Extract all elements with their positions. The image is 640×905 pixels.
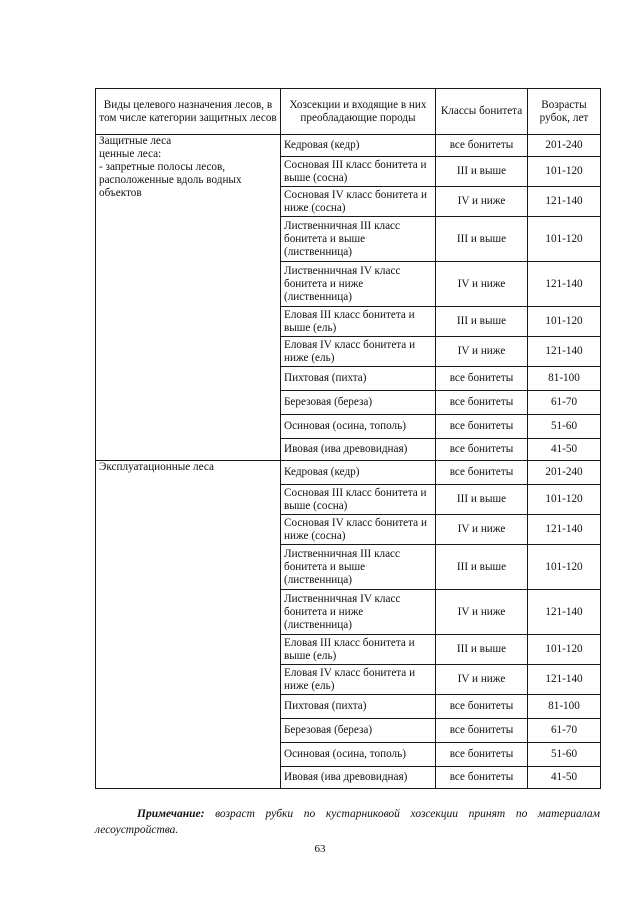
table-header <box>96 89 601 135</box>
class-cell: IV и ниже <box>436 187 528 217</box>
header-section: Хозсекции и входящие в них преобладающие породы <box>281 89 436 135</box>
age-cell: 121-140 <box>528 515 601 545</box>
age-cell: 61-70 <box>528 391 601 415</box>
age-cell: 201-240 <box>528 461 601 485</box>
class-cell: III и выше <box>436 217 528 262</box>
section-cell: Ивовая (ива древовидная) <box>281 439 436 461</box>
class-cell: IV и ниже <box>436 515 528 545</box>
age-cell: 101-120 <box>528 157 601 187</box>
section-cell: Березовая (береза) <box>281 391 436 415</box>
class-cell: все бонитеты <box>436 415 528 439</box>
header-class: Классы бонитета <box>436 89 528 135</box>
section-cell: Пихтовая (пихта) <box>281 695 436 719</box>
age-cell: 101-120 <box>528 307 601 337</box>
class-cell: III и выше <box>436 635 528 665</box>
section-cell: Осиновая (осина, тополь) <box>281 743 436 767</box>
class-cell: IV и ниже <box>436 590 528 635</box>
purpose-category-text: Эксплуатационные леса <box>99 461 214 473</box>
age-cell: 81-100 <box>528 367 601 391</box>
footnote-label: Примечание: <box>137 808 205 820</box>
header-row <box>96 89 601 135</box>
purpose-category-cell <box>96 461 281 789</box>
table-row <box>96 135 601 157</box>
header-age: Возрасты рубок, лет <box>528 89 601 135</box>
age-cell: 121-140 <box>528 337 601 367</box>
section-cell: Лиственничная IV класс бонитета и ниже (лиственница) <box>281 262 436 307</box>
class-cell: III и выше <box>436 545 528 590</box>
section-cell: Лиственничная III класс бонитета и выше (лиственница) <box>281 217 436 262</box>
section-cell: Сосновая III класс бонитета и выше (сосна) <box>281 157 436 187</box>
age-cell: 121-140 <box>528 590 601 635</box>
purpose-category-text: Защитные леса ценные леса: - запретные полосы лесов, расположенные вдоль водных объектов <box>99 135 242 199</box>
class-cell: все бонитеты <box>436 391 528 415</box>
section-cell: Сосновая IV класс бонитета и ниже (сосна) <box>281 187 436 217</box>
class-cell: все бонитеты <box>436 439 528 461</box>
section-cell: Кедровая (кедр) <box>281 135 436 157</box>
cutting-age-table <box>95 88 601 789</box>
class-cell: все бонитеты <box>436 367 528 391</box>
section-cell: Лиственничная IV класс бонитета и ниже (лиственница) <box>281 590 436 635</box>
footnote <box>95 806 600 838</box>
age-cell: 101-120 <box>528 545 601 590</box>
section-cell: Сосновая III класс бонитета и выше (сосна) <box>281 485 436 515</box>
class-cell: III и выше <box>436 157 528 187</box>
section-cell: Ивовая (ива древовидная) <box>281 767 436 789</box>
age-cell: 51-60 <box>528 415 601 439</box>
page-number: 63 <box>314 843 326 855</box>
age-cell: 51-60 <box>528 743 601 767</box>
section-cell: Осиновая (осина, тополь) <box>281 415 436 439</box>
header-purpose: Виды целевого назначения лесов, в том числе категории защитных лесов <box>96 89 281 135</box>
class-cell: все бонитеты <box>436 767 528 789</box>
age-cell: 201-240 <box>528 135 601 157</box>
class-cell: все бонитеты <box>436 743 528 767</box>
section-cell: Еловая III класс бонитета и выше (ель) <box>281 635 436 665</box>
section-cell: Кедровая (кедр) <box>281 461 436 485</box>
section-cell: Еловая IV класс бонитета и ниже (ель) <box>281 337 436 367</box>
class-cell: все бонитеты <box>436 695 528 719</box>
section-cell: Еловая III класс бонитета и выше (ель) <box>281 307 436 337</box>
age-cell: 121-140 <box>528 262 601 307</box>
age-cell: 101-120 <box>528 217 601 262</box>
age-cell: 81-100 <box>528 695 601 719</box>
section-cell: Лиственничная III класс бонитета и выше (лиственница) <box>281 545 436 590</box>
section-cell: Еловая IV класс бонитета и ниже (ель) <box>281 665 436 695</box>
class-cell: IV и ниже <box>436 262 528 307</box>
footnote-text: возраст рубки по кустарниковой хозсекции принят по материалам лесоустройства. <box>95 808 600 836</box>
age-cell: 101-120 <box>528 635 601 665</box>
class-cell: все бонитеты <box>436 135 528 157</box>
purpose-category-cell <box>96 135 281 461</box>
class-cell: IV и ниже <box>436 337 528 367</box>
class-cell: все бонитеты <box>436 461 528 485</box>
age-cell: 41-50 <box>528 439 601 461</box>
age-cell: 61-70 <box>528 719 601 743</box>
class-cell: III и выше <box>436 307 528 337</box>
age-cell: 101-120 <box>528 485 601 515</box>
age-cell: 41-50 <box>528 767 601 789</box>
section-cell: Сосновая IV класс бонитета и ниже (сосна) <box>281 515 436 545</box>
section-cell: Пихтовая (пихта) <box>281 367 436 391</box>
age-cell: 121-140 <box>528 187 601 217</box>
class-cell: все бонитеты <box>436 719 528 743</box>
table-body <box>96 135 601 789</box>
section-cell: Березовая (береза) <box>281 719 436 743</box>
table-row <box>96 461 601 485</box>
class-cell: III и выше <box>436 485 528 515</box>
class-cell: IV и ниже <box>436 665 528 695</box>
age-cell: 121-140 <box>528 665 601 695</box>
